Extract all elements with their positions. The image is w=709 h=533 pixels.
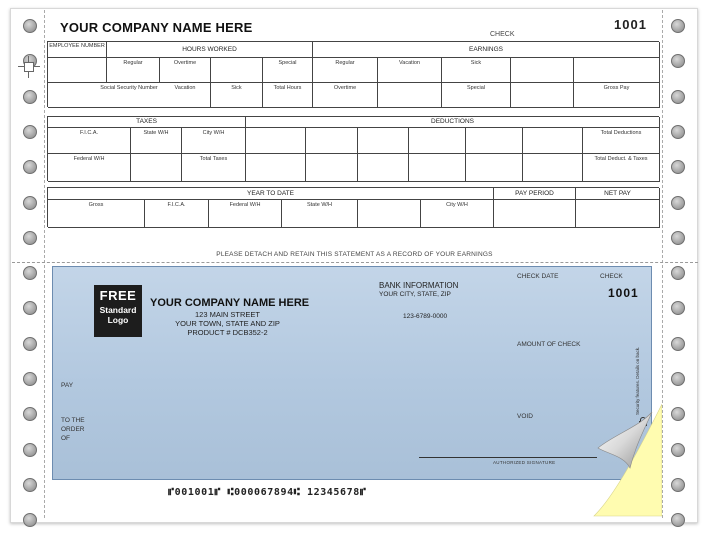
deduction-cell <box>409 154 466 182</box>
ytd-gross-cell: Gross <box>48 200 145 228</box>
deduction-cell <box>358 128 409 154</box>
employee-number-cell <box>48 58 107 83</box>
bank-information <box>379 281 458 298</box>
order-line-1: TO THE <box>61 417 85 424</box>
ssn-cell: Social Security Number <box>48 83 211 108</box>
authorized-signature-label: AUTHORIZED SIGNATURE <box>493 460 556 465</box>
signature-line <box>419 457 597 458</box>
deduction-cell <box>246 154 306 182</box>
bank-city: YOUR CITY, STATE, ZIP <box>379 291 451 298</box>
earn-special-cell: Special <box>442 83 511 108</box>
deduction-cell <box>409 128 466 154</box>
deduction-cell <box>306 154 358 182</box>
detach-perforation <box>12 262 698 263</box>
right-perforation <box>662 10 663 518</box>
earn-overtime-cell: Overtime <box>313 83 378 108</box>
logo-line-logo: Logo <box>107 315 129 325</box>
tractor-hole <box>671 443 685 457</box>
stub-company-name: YOUR COMPANY NAME HERE <box>60 20 253 35</box>
city-wh-cell: City W/H <box>182 128 246 154</box>
ytd-fica-cell: F.I.C.A. <box>145 200 209 228</box>
tractor-hole <box>23 125 37 139</box>
registration-mark-icon <box>18 56 40 78</box>
tractor-hole <box>23 337 37 351</box>
tractor-hole <box>671 54 685 68</box>
earn-blank-cell <box>511 58 574 83</box>
micr-line: ⑈001001⑈ ⑆000067894⑆ 12345678⑈ <box>168 487 367 498</box>
tractor-hole <box>671 266 685 280</box>
address-street: 123 MAIN STREET <box>194 310 261 319</box>
address-town: YOUR TOWN, STATE AND ZIP <box>175 319 280 329</box>
net-pay-header: NET PAY <box>576 188 660 200</box>
hours-special-cell: Special <box>263 58 313 83</box>
page-curl-icon <box>590 404 662 522</box>
deduction-cell <box>466 154 523 182</box>
earnings-header: EARNINGS <box>313 42 660 58</box>
hours-sick-cell: Sick <box>211 83 263 108</box>
state-wh-cell: State W/H <box>131 128 182 154</box>
tractor-hole <box>671 196 685 210</box>
tractor-hole <box>671 337 685 351</box>
total-deductions-cell: Total Deductions <box>583 128 660 154</box>
earn-blank-cell-4 <box>511 83 574 108</box>
deduction-cell <box>358 154 409 182</box>
tractor-hole <box>23 160 37 174</box>
hours-regular-cell: Regular <box>107 58 160 83</box>
ytd-blank-cell <box>358 200 421 228</box>
total-taxes-cell: Total Taxes <box>182 154 246 182</box>
routing-number: 123-6789-0000 <box>403 313 448 320</box>
total-hours-cell: Total Hours <box>263 83 313 108</box>
hours-sick-empty-cell <box>211 58 263 83</box>
ytd-state-wh-cell: State W/H <box>282 200 358 228</box>
tractor-hole <box>671 513 685 527</box>
bank-name: BANK INFORMATION <box>379 281 459 290</box>
ytd-city-wh-cell: City W/H <box>421 200 494 228</box>
federal-wh-cell: Federal W/H <box>48 154 131 182</box>
tractor-hole <box>671 407 685 421</box>
deduction-cell <box>523 154 583 182</box>
tractor-hole <box>23 301 37 315</box>
earnings-table <box>47 41 659 107</box>
check-company-name: YOUR COMPANY NAME HERE <box>150 297 310 309</box>
hours-worked-header: HOURS WORKED <box>107 42 313 58</box>
pay-label: PAY <box>61 382 74 389</box>
tax-blank-cell <box>131 154 182 182</box>
deductions-header: DEDUCTIONS <box>246 117 660 128</box>
earn-vacation-cell: Vacation <box>378 58 442 83</box>
order-line-3: OF <box>61 434 71 442</box>
check-company-address <box>150 310 305 337</box>
tractor-hole <box>671 301 685 315</box>
tractor-hole <box>671 231 685 245</box>
tractor-hole <box>23 407 37 421</box>
deduction-cell <box>523 128 583 154</box>
check-number: 1001 <box>608 286 639 300</box>
tractor-hole <box>23 231 37 245</box>
ytd-header: YEAR TO DATE <box>48 188 494 200</box>
earn-sick-cell: Sick <box>442 58 511 83</box>
tractor-hole <box>23 478 37 492</box>
deduction-cell <box>306 128 358 154</box>
earn-blank-cell-3 <box>378 83 442 108</box>
net-pay-cell <box>576 200 660 228</box>
tractor-hole <box>671 160 685 174</box>
tractor-hole <box>23 90 37 104</box>
tractor-hole <box>23 513 37 527</box>
left-tractor-holes <box>20 0 40 533</box>
right-tractor-holes <box>668 0 688 533</box>
deduction-cell <box>246 128 306 154</box>
taxes-header: TAXES <box>48 117 246 128</box>
order-line-2: ORDER <box>61 425 85 433</box>
left-perforation <box>44 10 45 518</box>
stub-check-number: 1001 <box>614 17 647 32</box>
security-features-note: Security features. Details on back. <box>635 346 640 415</box>
tractor-hole <box>671 372 685 386</box>
pay-period-cell <box>494 200 576 228</box>
deduction-cell <box>466 128 523 154</box>
stub-check-label: CHECK <box>490 31 515 38</box>
check-date-label: CHECK DATE <box>517 273 559 280</box>
tractor-hole <box>23 266 37 280</box>
tractor-hole <box>23 372 37 386</box>
tractor-hole <box>23 443 37 457</box>
tractor-hole <box>671 478 685 492</box>
tractor-hole <box>671 19 685 33</box>
tractor-hole <box>23 19 37 33</box>
void-label: VOID <box>517 413 533 420</box>
taxes-deductions-table <box>47 116 659 181</box>
ytd-table <box>47 187 659 227</box>
amount-of-check-label: AMOUNT OF CHECK <box>517 341 581 348</box>
logo-line-standard: Standard <box>99 305 137 315</box>
tractor-hole <box>671 90 685 104</box>
to-the-order-of-label <box>61 417 85 443</box>
ytd-federal-wh-cell: Federal W/H <box>209 200 282 228</box>
hours-overtime-cell: Overtime <box>160 58 211 83</box>
earn-regular-cell: Regular <box>313 58 378 83</box>
fica-cell: F.I.C.A. <box>48 128 131 154</box>
total-deduct-taxes-cell: Total Deduct. & Taxes <box>583 154 660 182</box>
tractor-hole <box>23 196 37 210</box>
earn-blank-cell-2 <box>574 58 660 83</box>
product-number: PRODUCT # DCB352-2 <box>187 328 268 338</box>
hours-vacation-cell: Vacation <box>160 83 211 108</box>
detach-instruction: PLEASE DETACH AND RETAIN THIS STATEMENT AS A RECORD OF YOUR EARNINGS <box>216 251 493 258</box>
logo-line-free: FREE <box>99 288 137 303</box>
check-label: CHECK <box>600 273 623 280</box>
standard-logo <box>94 285 142 337</box>
check-body <box>52 266 652 480</box>
employee-number-header: EMPLOYEE NUMBER <box>48 42 107 58</box>
tractor-hole <box>671 125 685 139</box>
pay-period-header: PAY PERIOD <box>494 188 576 200</box>
gross-pay-cell: Gross Pay <box>574 83 660 108</box>
